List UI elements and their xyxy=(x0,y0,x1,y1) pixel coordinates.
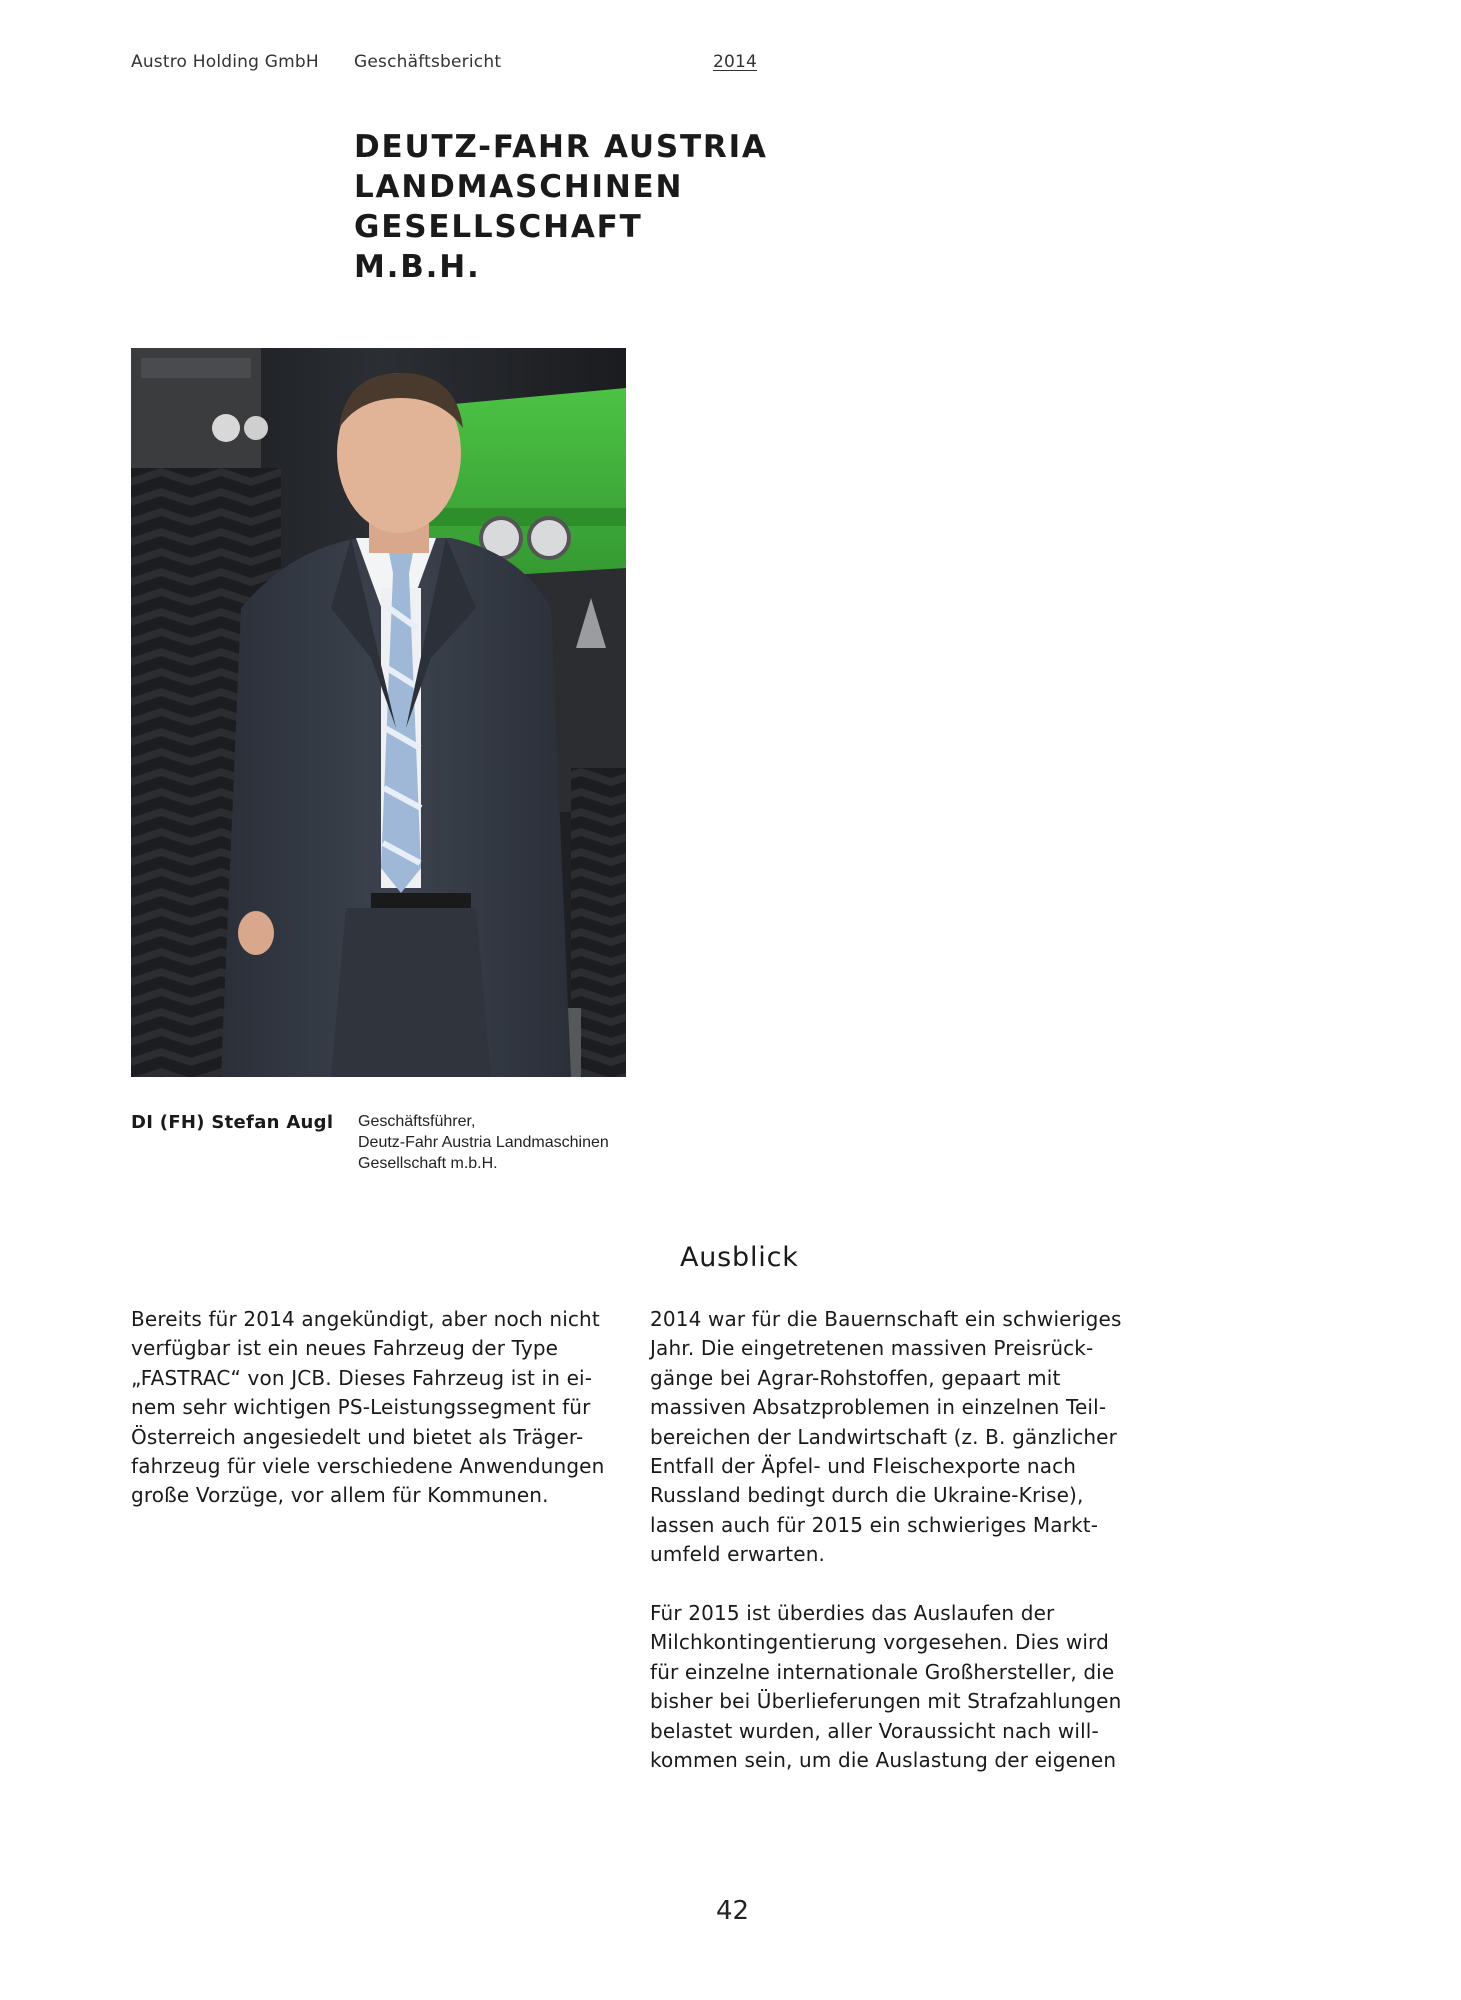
title-line: LANDMASCHINEN GESELLSCHAFT xyxy=(354,169,684,245)
header-company: Austro Holding GmbH xyxy=(131,52,319,72)
text-line: für einzelne internationale Großhersteller, die xyxy=(650,1659,1115,1684)
portrait-photo xyxy=(131,348,626,1077)
text-line: Milchkontingentierung vorgesehen. Dies wird xyxy=(650,1630,1109,1655)
title-line: DEUTZ-FAHR AUSTRIA xyxy=(354,129,768,165)
text-line: Jahr. Die eingetretenen massiven Preisrück- xyxy=(650,1336,1094,1361)
header-report-title: Geschäftsbericht xyxy=(354,52,502,72)
right-column-text xyxy=(650,1305,1160,1775)
text-line: belastet wurden, aller Voraussicht nach will- xyxy=(650,1718,1099,1743)
text-line: gänge bei Agrar-Rohstoffen, gepaart mit xyxy=(650,1365,1061,1390)
text-line: bisher bei Überlieferungen mit Strafzahlungen xyxy=(650,1689,1122,1714)
left-column-text xyxy=(131,1305,621,1511)
text-line: Russland bedingt durch die Ukraine-Krise), xyxy=(650,1483,1084,1508)
caption-role-line: Deutz-Fahr Austria Landmaschinen xyxy=(358,1134,609,1151)
page-title xyxy=(354,127,974,287)
text-line: „FASTRAC“ von JCB. Dieses Fahrzeug ist in ei- xyxy=(131,1365,593,1390)
caption-role-line: Gesellschaft m.b.H. xyxy=(358,1155,498,1172)
text-line: 2014 war für die Bauernschaft ein schwieriges xyxy=(650,1307,1122,1331)
text-line: verfügbar ist ein neues Fahrzeug der Type xyxy=(131,1336,559,1361)
paragraph xyxy=(650,1599,1160,1775)
caption-role-line: Geschäftsführer, xyxy=(358,1113,476,1130)
paragraph xyxy=(650,1305,1160,1570)
text-line: lassen auch für 2015 ein schwieriges Markt- xyxy=(650,1512,1099,1537)
text-line: Bereits für 2014 angekündigt, aber noch nicht xyxy=(131,1307,600,1331)
caption-role xyxy=(358,1111,678,1174)
text-line: umfeld erwarten. xyxy=(650,1542,826,1567)
text-line: kommen sein, um die Auslastung der eigenen xyxy=(650,1748,1117,1773)
text-line: Entfall der Äpfel- und Fleischexporte nach xyxy=(650,1454,1077,1479)
title-line: M.B.H. xyxy=(354,249,481,285)
portrait-illustration xyxy=(131,348,626,1077)
text-line: bereichen der Landwirtschaft (z. B. gänzlicher xyxy=(650,1424,1118,1449)
text-line: große Vorzüge, vor allem für Kommunen. xyxy=(131,1483,549,1508)
header-year: 2014 xyxy=(713,52,758,72)
caption-name: DI (FH) Stefan Augl xyxy=(131,1112,334,1133)
text-line: massiven Absatzproblemen in einzelnen Teil- xyxy=(650,1395,1107,1420)
text-line: Für 2015 ist überdies das Auslaufen der xyxy=(650,1601,1055,1626)
text-line: nem sehr wichtigen PS-Leistungssegment für xyxy=(131,1395,591,1420)
text-line: fahrzeug für viele verschiedene Anwendungen xyxy=(131,1454,605,1479)
page-number: 42 xyxy=(716,1896,750,1926)
section-heading: Ausblick xyxy=(680,1242,799,1273)
text-line: Österreich angesiedelt und bietet als Träger- xyxy=(131,1424,584,1449)
